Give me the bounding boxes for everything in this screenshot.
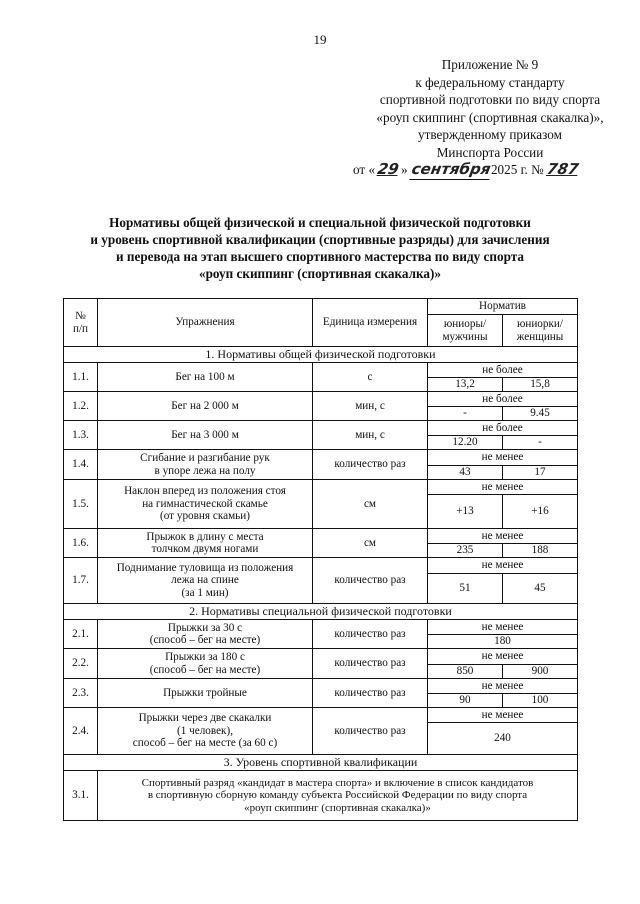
table-row bbox=[64, 480, 578, 495]
row-value-m: 43 bbox=[428, 466, 503, 480]
row-value-m: 235 bbox=[428, 544, 503, 558]
row-value-m: 51 bbox=[428, 574, 503, 604]
qualification-text: Спортивный разряд «кандидат в мастера спорта» и включение в список кандидатов в спортивную сборную команду субъекта Российской Федерации по виду спорта «роуп скиппинг (спортивная скакалка)» bbox=[98, 771, 578, 821]
title-line: и уровень спортивной квалификации (спортивные разряды) для зачисления bbox=[90, 232, 550, 247]
order-date-line bbox=[300, 161, 640, 180]
row-num: 2.1. bbox=[64, 620, 98, 649]
page-number: 19 bbox=[313, 32, 327, 47]
row-exercise: Поднимание туловища из положения лежа на спине (за 1 мин) bbox=[98, 558, 313, 604]
row-unit: количество раз bbox=[313, 708, 428, 755]
row-num: 2.4. bbox=[64, 708, 98, 755]
appendix-line: спортивной подготовки по виду спорта bbox=[379, 92, 601, 107]
row-condition: не менее bbox=[428, 649, 578, 665]
section-heading: 3. Уровень спортивной квалификации bbox=[64, 755, 578, 771]
row-unit: мин, с bbox=[313, 421, 428, 450]
handwritten-day: 29 bbox=[376, 160, 401, 178]
table-row bbox=[64, 771, 578, 821]
row-num: 3.1. bbox=[64, 771, 98, 821]
table-row bbox=[64, 755, 578, 771]
appendix-line: к федеральному стандарту bbox=[415, 74, 565, 90]
row-value-f: 9.45 bbox=[503, 407, 578, 421]
row-value-both: 240 bbox=[428, 723, 578, 755]
row-num: 1.1. bbox=[64, 363, 98, 392]
row-exercise: Сгибание и разгибание рук в упоре лежа на полу bbox=[98, 450, 313, 480]
appendix-line: «роуп скиппинг (спортивная скакалка)», bbox=[376, 109, 604, 125]
title-line: Нормативы общей физической и специальной физической подготовки bbox=[109, 215, 531, 230]
row-unit: количество раз bbox=[313, 450, 428, 480]
row-num: 1.6. bbox=[64, 529, 98, 558]
row-unit: с bbox=[313, 363, 428, 392]
header-juniors-f: юниорки/ женщины bbox=[503, 315, 578, 347]
table-row bbox=[64, 450, 578, 466]
row-unit: количество раз bbox=[313, 679, 428, 708]
row-value-f: 45 bbox=[503, 574, 578, 604]
row-condition: не менее bbox=[428, 529, 578, 544]
row-condition: не менее bbox=[428, 620, 578, 635]
row-value-f: - bbox=[503, 436, 578, 450]
table-row bbox=[64, 299, 578, 315]
table-row bbox=[64, 558, 578, 574]
table-row bbox=[64, 347, 578, 363]
row-num: 2.2. bbox=[64, 649, 98, 679]
row-num: 1.2. bbox=[64, 392, 98, 421]
row-condition: не более bbox=[428, 392, 578, 407]
table-row bbox=[64, 392, 578, 407]
row-unit: см bbox=[313, 480, 428, 529]
document-title bbox=[0, 214, 640, 282]
row-num: 1.4. bbox=[64, 450, 98, 480]
row-num: 1.3. bbox=[64, 421, 98, 450]
table-row bbox=[64, 679, 578, 694]
row-value-m: - bbox=[428, 407, 503, 421]
row-value-m: 90 bbox=[428, 694, 503, 708]
section-heading: 1. Нормативы общей физической подготовки bbox=[64, 347, 578, 363]
row-value-both: 180 bbox=[428, 635, 578, 649]
row-exercise: Бег на 2 000 м bbox=[98, 392, 313, 421]
row-condition: не более bbox=[428, 363, 578, 378]
section-heading: 2. Нормативы специальной физической подготовки bbox=[64, 604, 578, 620]
row-exercise: Бег на 100 м bbox=[98, 363, 313, 392]
table-row bbox=[64, 529, 578, 544]
row-num: 1.7. bbox=[64, 558, 98, 604]
row-condition: не менее bbox=[428, 558, 578, 574]
table-row bbox=[64, 708, 578, 723]
row-exercise: Прыжки через две скакалки (1 человек), способ – бег на месте (за 60 с) bbox=[98, 708, 313, 755]
row-value-f: 17 bbox=[503, 466, 578, 480]
row-exercise: Прыжки за 180 с (способ – бег на месте) bbox=[98, 649, 313, 679]
row-exercise: Наклон вперед из положения стоя на гимнастической скамье (от уровня скамьи) bbox=[98, 480, 313, 529]
table-row bbox=[64, 421, 578, 436]
date-mid: » bbox=[401, 162, 408, 177]
row-value-m: 850 bbox=[428, 665, 503, 679]
row-value-f: 100 bbox=[503, 694, 578, 708]
row-value-m: 12.20 bbox=[428, 436, 503, 450]
row-unit: количество раз bbox=[313, 558, 428, 604]
row-unit: количество раз bbox=[313, 620, 428, 649]
row-condition: не менее bbox=[428, 708, 578, 723]
title-line: и перевода на этап высшего спортивного мастерства по виду спорта bbox=[116, 249, 524, 264]
row-unit: количество раз bbox=[313, 649, 428, 679]
row-unit: см bbox=[313, 529, 428, 558]
appendix-line: Минспорта России bbox=[436, 144, 544, 160]
row-exercise: Бег на 3 000 м bbox=[98, 421, 313, 450]
handwritten-order-number: 787 bbox=[545, 160, 581, 178]
row-num: 1.5. bbox=[64, 480, 98, 529]
appendix-block bbox=[330, 56, 640, 180]
handwritten-month: сентября bbox=[410, 160, 493, 178]
row-value-f: 900 bbox=[503, 665, 578, 679]
row-exercise: Прыжки за 30 с (способ – бег на месте) bbox=[98, 620, 313, 649]
appendix-line: утвержденному приказом bbox=[418, 127, 562, 142]
header-exercise: Упражнения bbox=[98, 299, 313, 347]
date-prefix: от « bbox=[352, 162, 376, 177]
row-unit: мин, с bbox=[313, 392, 428, 421]
header-juniors-m: юниоры/ мужчины bbox=[428, 315, 503, 347]
standards-table bbox=[63, 298, 578, 821]
table-row bbox=[64, 620, 578, 635]
row-num: 2.3. bbox=[64, 679, 98, 708]
row-value-f: 15,8 bbox=[503, 378, 578, 392]
row-value-f: +16 bbox=[503, 495, 578, 529]
table-row bbox=[64, 649, 578, 665]
table-row bbox=[64, 604, 578, 620]
date-year: 2025 г. № bbox=[490, 162, 544, 177]
table-row bbox=[64, 363, 578, 378]
row-value-m: +13 bbox=[428, 495, 503, 529]
row-exercise: Прыжок в длину с места толчком двумя ногами bbox=[98, 529, 313, 558]
row-condition: не более bbox=[428, 421, 578, 436]
header-norm: Норматив bbox=[428, 299, 578, 315]
title-line: «роуп скиппинг (спортивная скакалка)» bbox=[199, 266, 441, 281]
appendix-line: Приложение № 9 bbox=[441, 57, 539, 72]
header-num: № п/п bbox=[64, 299, 98, 347]
row-condition: не менее bbox=[428, 679, 578, 694]
row-value-f: 188 bbox=[503, 544, 578, 558]
row-value-m: 13,2 bbox=[428, 378, 503, 392]
row-condition: не менее bbox=[428, 450, 578, 466]
row-exercise: Прыжки тройные bbox=[98, 679, 313, 708]
header-unit: Единица измерения bbox=[313, 299, 428, 347]
row-condition: не менее bbox=[428, 480, 578, 495]
